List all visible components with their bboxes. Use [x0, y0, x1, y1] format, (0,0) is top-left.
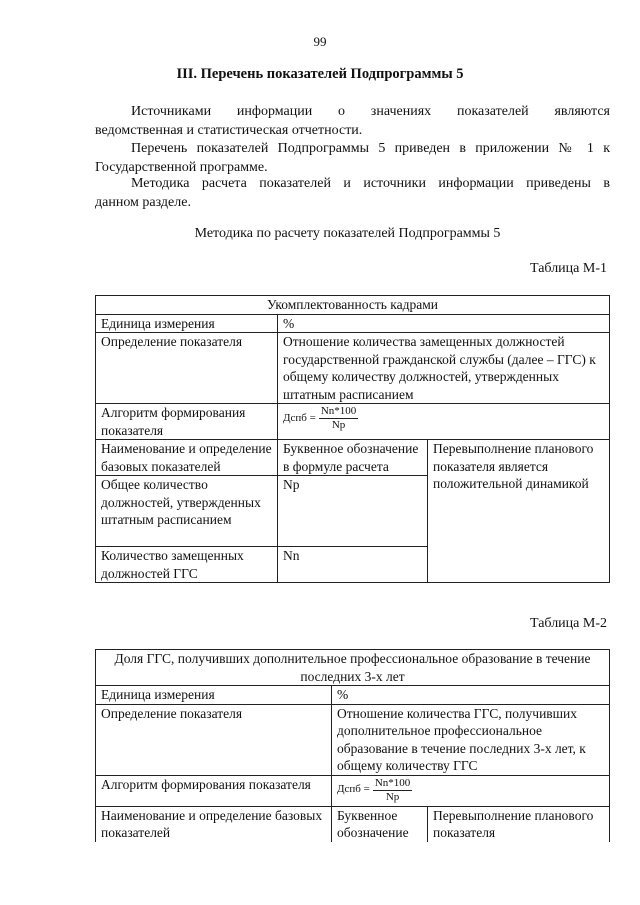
definition-value: Отношение количества замещенных должностей государственной гражданской службы (далее – ГГС) к общему количеству должностей, утвержденных штатным расписанием [278, 333, 610, 404]
algorithm-formula [332, 775, 610, 806]
algorithm-label: Алгоритм формирования показателя [96, 404, 278, 440]
definition-label: Определение показателя [96, 704, 332, 775]
unit-label: Единица измерения [96, 314, 278, 333]
unit-value: % [332, 686, 610, 705]
methodology-heading: Методика по расчету показателей Подпрограммы 5 [194, 226, 501, 241]
table-caption: Таблица М-1 [530, 261, 607, 276]
base-indicators-label: Наименование и определение базовых показателей [96, 806, 332, 842]
paragraph-line: Методика расчета показателей и источники информации приведены в [131, 176, 610, 191]
formula-denominator: Np [385, 790, 400, 803]
unit-label: Единица измерения [96, 686, 332, 705]
paragraph-methodology [95, 174, 610, 212]
formula-denominator: Np [331, 419, 346, 431]
base-row-name: Общее количество должностей, утвержденных штатным расписанием [96, 476, 278, 547]
letter-notation-label: Буквенное обозначение в формуле расчета [278, 440, 428, 476]
base-indicators-label: Наименование и определение базовых показателей [96, 440, 278, 476]
letter-notation-label: Буквенное обозначение [332, 806, 428, 842]
paragraph-line: данном разделе. [95, 195, 191, 210]
indicator-table-m2 [95, 649, 610, 842]
table-caption: Таблица М-2 [530, 616, 607, 631]
formula-lhs: Дспб = [337, 783, 370, 796]
formula-fraction [319, 405, 358, 432]
formula-lhs: Дспб = [283, 411, 316, 424]
paragraph-list [95, 139, 610, 177]
paragraph-line: Государственной программе. [95, 160, 268, 175]
formula-fraction [373, 777, 412, 804]
section-heading: III. Перечень показателей Подпрограммы 5 [176, 66, 464, 82]
indicator-table-m1 [95, 295, 610, 583]
definition-label: Определение показателя [96, 333, 278, 404]
algorithm-label: Алгоритм формирования показателя [96, 775, 332, 806]
paragraph-line: Источниками информации о значениях показателей являются [131, 104, 610, 119]
unit-value: % [278, 314, 610, 333]
note-cell: Перевыполнение планового показателя [428, 806, 610, 842]
base-row-symbol: Nn [278, 547, 428, 583]
paragraph-line: Перечень показателей Подпрограммы 5 приведен в приложении № 1 к [131, 141, 610, 156]
page-number: 99 [313, 34, 327, 49]
table-title: Укомплектованность кадрами [96, 296, 610, 315]
base-row-name: Количество замещенных должностей ГГС [96, 547, 278, 583]
paragraph-line: ведомственная и статистическая отчетности. [95, 123, 363, 138]
formula [283, 405, 604, 432]
base-row-symbol: Np [278, 476, 428, 547]
formula-numerator: Nn*100 [320, 405, 357, 417]
algorithm-formula [278, 404, 610, 440]
paragraph-sources [95, 102, 610, 140]
formula-numerator: Nn*100 [374, 776, 411, 789]
definition-value: Отношение количества ГГС, получивших дополнительное профессиональное образование в течение последних 3-х лет, к общему количеству ГГС [332, 704, 610, 775]
formula [337, 777, 604, 804]
table-title: Доля ГГС, получивших дополнительное профессиональное образование в течение последних 3-х лет [96, 650, 610, 686]
note-cell: Перевыполнение планового показателя является положительной динамикой [428, 440, 610, 583]
